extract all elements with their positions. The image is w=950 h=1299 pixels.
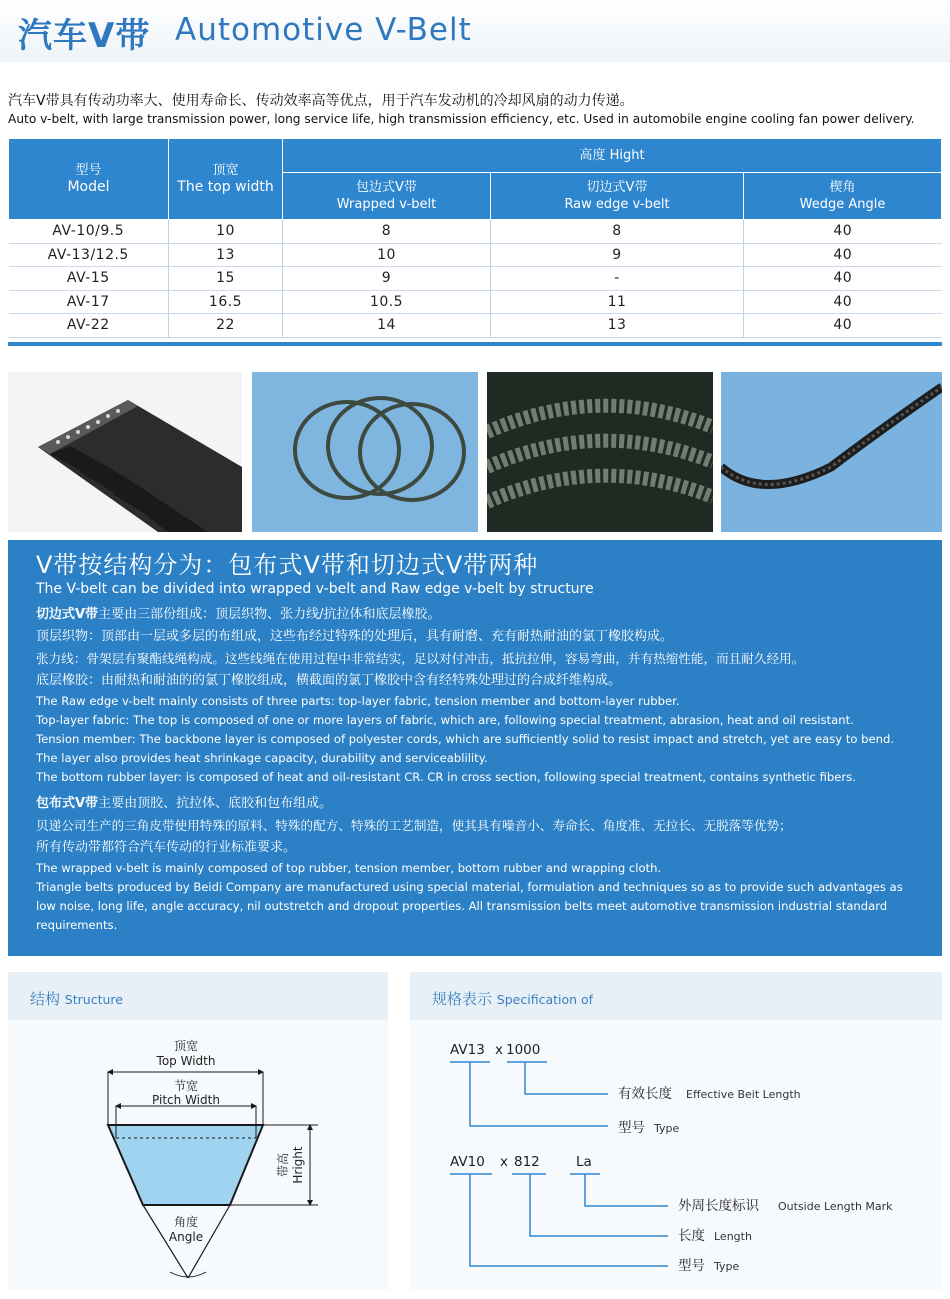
cell-angle: 40 xyxy=(744,290,942,314)
cell-angle: 40 xyxy=(744,220,942,244)
header-wrapped-en: Wrapped v-belt xyxy=(336,197,437,212)
label-angle-cn: 角度 xyxy=(173,1215,199,1229)
ex2-x: x xyxy=(500,1154,508,1170)
raw-edge-tension-cn: 张力线：骨架层有聚酯线绳构成。这些线绳在使用过程中非常结实，足以对付冲击，抵抗拉伸，容易弯曲，并有热缩性能，而且耐久经用。 xyxy=(36,651,805,666)
intro-en: Auto v-belt, with large transmission power, long service life, high transmission efficiency, etc. Used in automobile engine cooling fan power delivery. xyxy=(8,112,915,126)
raw-edge-top-layer-cn: 顶层织物：顶部由一层或多层的布组成，这些布经过特殊的处理后，具有耐磨、充有耐热耐油的氯丁橡胶构成。 xyxy=(36,629,674,644)
header-top-width xyxy=(169,139,283,220)
raw-edge-en-1: The Raw edge v-belt mainly consists of three parts: top-layer fabric, tension member and bottom-layer rubber. xyxy=(36,694,680,708)
cell-width: 10 xyxy=(169,220,283,244)
label-top-width-cn: 顶宽 xyxy=(173,1039,199,1053)
header-model-cn: 型号 xyxy=(75,163,102,178)
header-angle xyxy=(744,173,942,220)
header-wrapped xyxy=(283,173,491,220)
wrapped-en-1: The wrapped v-belt is mainly composed of top rubber, tension member, bottom rubber and wrapping cloth. xyxy=(36,861,662,875)
structure-panel-title xyxy=(8,972,388,1020)
spec-table xyxy=(8,138,942,338)
intro-cn: 汽车V带具有传动功率大、使用寿命长、传动效率高等优点，用于汽车发动机的冷却风扇的动力传递。 xyxy=(8,93,634,109)
header-model xyxy=(9,139,169,220)
wrapped-standard-cn: 所有传动带都符合汽车传动的行业标准要求。 xyxy=(36,840,297,855)
ex1-length: 1000 xyxy=(506,1042,541,1058)
photo-cogged-belts xyxy=(487,372,713,532)
label-pitch-width-en: Pitch Width xyxy=(152,1093,220,1107)
ex2-type: AV10 xyxy=(450,1154,485,1170)
structure-description xyxy=(8,540,942,956)
raw-edge-en-3: Tension member: The backbone layer is composed of polyester cords, which are sufficiently solid to resist impact and stretch, yet are easy to bend. The layer also provides heat shrinkage capacity, durability and serviceablility. xyxy=(36,732,895,765)
photo-belt-curve xyxy=(721,372,942,532)
cell-width: 22 xyxy=(169,314,283,338)
structure-title-cn: 结构 xyxy=(30,990,61,1008)
cell-model: AV-10/9.5 xyxy=(9,220,169,244)
table-row xyxy=(9,243,942,267)
cell-wrapped: 14 xyxy=(283,314,491,338)
cell-angle: 40 xyxy=(744,267,942,291)
label-pitch-width-cn: 节宽 xyxy=(173,1079,199,1093)
cell-model: AV-15 xyxy=(9,267,169,291)
raw-edge-en-4: The bottom rubber layer: is composed of heat and oil-resistant CR. CR in cross section, following special treatment, contains synthetic fibers. xyxy=(36,770,856,784)
wrapped-intro-rest: 主要由顶胶、抗拉体、底胶和包布组成。 xyxy=(98,796,333,811)
raw-edge-intro xyxy=(36,604,914,626)
cell-wrapped: 10.5 xyxy=(283,290,491,314)
label-height-en: Hright xyxy=(291,1146,305,1184)
raw-edge-title: 切边式V带 xyxy=(36,607,99,622)
cell-model: AV-17 xyxy=(9,290,169,314)
wrapped-en-2: Triangle belts produced by Beidi Company are manufactured using special material, formulation and techniques so as to provide such advantages as low noise, long life, angle accuracy, nil outstretch and dropout properties. All transmission belts meet automotive transmission industrial standard requirements. xyxy=(36,880,903,932)
photo-belt-section xyxy=(8,372,242,532)
cell-model: AV-22 xyxy=(9,314,169,338)
ex1-x: x xyxy=(495,1042,503,1058)
cell-angle: 40 xyxy=(744,243,942,267)
structure-heading-en: The V-belt can be divided into wrapped v-belt and Raw edge v-belt by structure xyxy=(36,581,594,597)
header-raw xyxy=(491,173,744,220)
raw-edge-bottom-cn: 底层橡胶：由耐热和耐油的的氯丁橡胶组成，横截面的氯丁橡胶中含有经特殊处理过的合成纤维构成。 xyxy=(36,673,622,688)
ex1-length-label-cn: 有效长度 xyxy=(618,1086,672,1102)
ex1-length-label-en: Effective Beit Length xyxy=(686,1088,801,1101)
cell-width: 16.5 xyxy=(169,290,283,314)
cell-wrapped: 10 xyxy=(283,243,491,267)
title-cn: 汽车V带 xyxy=(18,16,151,56)
ex2-length-label-en: Length xyxy=(714,1230,752,1243)
header-angle-en: Wedge Angle xyxy=(799,197,886,212)
ex2-mark-label-cn: 外周长度标识 xyxy=(678,1198,759,1214)
spec-diagram xyxy=(410,1020,942,1290)
ex2-mark-label-en: Outside Length Mark xyxy=(778,1200,893,1213)
ex2-type-label-en: Type xyxy=(714,1260,740,1273)
table-bottom-rule xyxy=(8,342,942,346)
header-raw-cn: 切边式V带 xyxy=(586,180,648,195)
header-width-cn: 顶宽 xyxy=(212,163,239,178)
cell-model: AV-13/12.5 xyxy=(9,243,169,267)
table-row xyxy=(9,267,942,291)
cell-width: 15 xyxy=(169,267,283,291)
ex1-type: AV13 xyxy=(450,1042,485,1058)
structure-diagram xyxy=(8,1020,388,1290)
header-model-en: Model xyxy=(67,179,110,195)
cell-width: 13 xyxy=(169,243,283,267)
table-row xyxy=(9,220,942,244)
ex2-mark: La xyxy=(576,1154,592,1170)
title-en: Automotive V-Belt xyxy=(175,12,472,48)
ex1-type-label-en: Type xyxy=(654,1122,680,1135)
label-top-width-en: Top Width xyxy=(156,1054,216,1068)
structure-heading-cn: V带按结构分为：包布式V带和切边式V带两种 xyxy=(36,551,539,579)
table-row xyxy=(9,314,942,338)
label-height-cn: 带高 xyxy=(276,1152,290,1178)
wrapped-title: 包布式V带 xyxy=(36,796,99,811)
header-angle-cn: 楔角 xyxy=(829,180,856,195)
raw-edge-en-2: Top-layer fabric: The top is composed of one or more layers of fabric, which are, following special treatment, abrasion, heat and oil resistant. xyxy=(36,713,854,727)
spec-panel-title xyxy=(410,972,942,1020)
ex2-length-label-cn: 长度 xyxy=(678,1228,705,1244)
cell-wrapped: 8 xyxy=(283,220,491,244)
structure-title-en: Structure xyxy=(64,992,123,1007)
label-angle-en: Angle xyxy=(168,1230,204,1244)
cell-raw: 8 xyxy=(491,220,744,244)
cell-raw: - xyxy=(491,267,744,291)
ex2-length: 812 xyxy=(514,1154,540,1170)
cell-angle: 40 xyxy=(744,314,942,338)
table-row xyxy=(9,290,942,314)
photo-belt-rings xyxy=(252,372,478,532)
wrapped-advantages-cn: 贝递公司生产的三角皮带使用特殊的原料、特殊的配方、特殊的工艺制造，使其具有噪音小、寿命长、角度准、无拉长、无脱落等优势； xyxy=(36,818,792,833)
spec-title-en: Specification of xyxy=(496,992,594,1007)
ex2-type-label-cn: 型号 xyxy=(678,1258,705,1274)
spec-title-cn: 规格表示 xyxy=(432,990,493,1008)
cell-raw: 11 xyxy=(491,290,744,314)
ex1-type-label-cn: 型号 xyxy=(618,1120,645,1136)
header-wrapped-cn: 包边式V带 xyxy=(356,180,417,195)
wrapped-intro xyxy=(36,793,914,815)
header-raw-en: Raw edge v-belt xyxy=(564,197,670,212)
header-width-en: The top width xyxy=(177,179,274,195)
header-height: 高度 Hight xyxy=(283,139,942,173)
raw-edge-intro-rest: 主要由三部份组成：顶层织物、张力线/抗拉体和底层橡胶。 xyxy=(98,607,441,622)
cell-raw: 13 xyxy=(491,314,744,338)
cell-wrapped: 9 xyxy=(283,267,491,291)
cell-raw: 9 xyxy=(491,243,744,267)
page-header xyxy=(0,0,950,62)
